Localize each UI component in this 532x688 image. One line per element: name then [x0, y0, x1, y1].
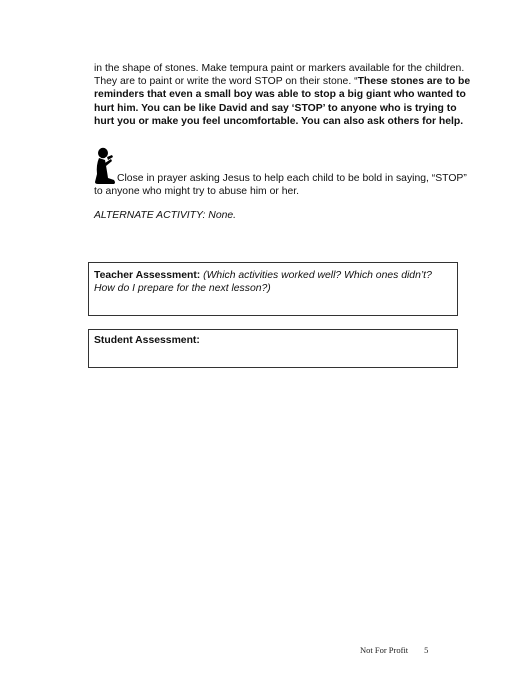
teacher-assessment-box[interactable] [88, 262, 458, 316]
footer-text: Not For Profit [360, 645, 409, 655]
teacher-assessment-label: Teacher Assessment: [94, 270, 201, 281]
prayer-text-line-2: to anyone who might try to abuse him or her. [94, 186, 300, 197]
page-number: 5 [424, 645, 429, 655]
instruction-paragraph [94, 62, 474, 128]
student-assessment-box[interactable] [88, 329, 458, 368]
teacher-assessment-prompt: (Which activities worked well? Which ones didn’t? How do I prepare for the next lesson?) [94, 270, 432, 294]
paragraph-bold-start: These stones are to [357, 76, 456, 88]
prayer-text-line-1: Close in prayer asking Jesus to help each child to be bold in saying, “STOP” [117, 173, 467, 184]
student-assessment-label: Student Assessment: [94, 335, 200, 346]
page-footer [360, 645, 428, 655]
alternate-activity: ALTERNATE ACTIVITY: None. [94, 210, 237, 221]
paragraph-line-1: in the shape of stones. Make tempura paint or markers available for the children. [94, 63, 465, 74]
paragraph-line-2: They are to paint or write the word STOP on their stone. “ [94, 76, 358, 88]
praying-child-icon [93, 147, 117, 185]
paragraph-bold-rest: be reminders that even a small boy was able to stop a big giant who wanted to hurt him. You can be like David and say ‘STOP’ to anyone who is trying to hurt you or make you feel uncomfortable. You can also ask others for help. [94, 76, 471, 127]
